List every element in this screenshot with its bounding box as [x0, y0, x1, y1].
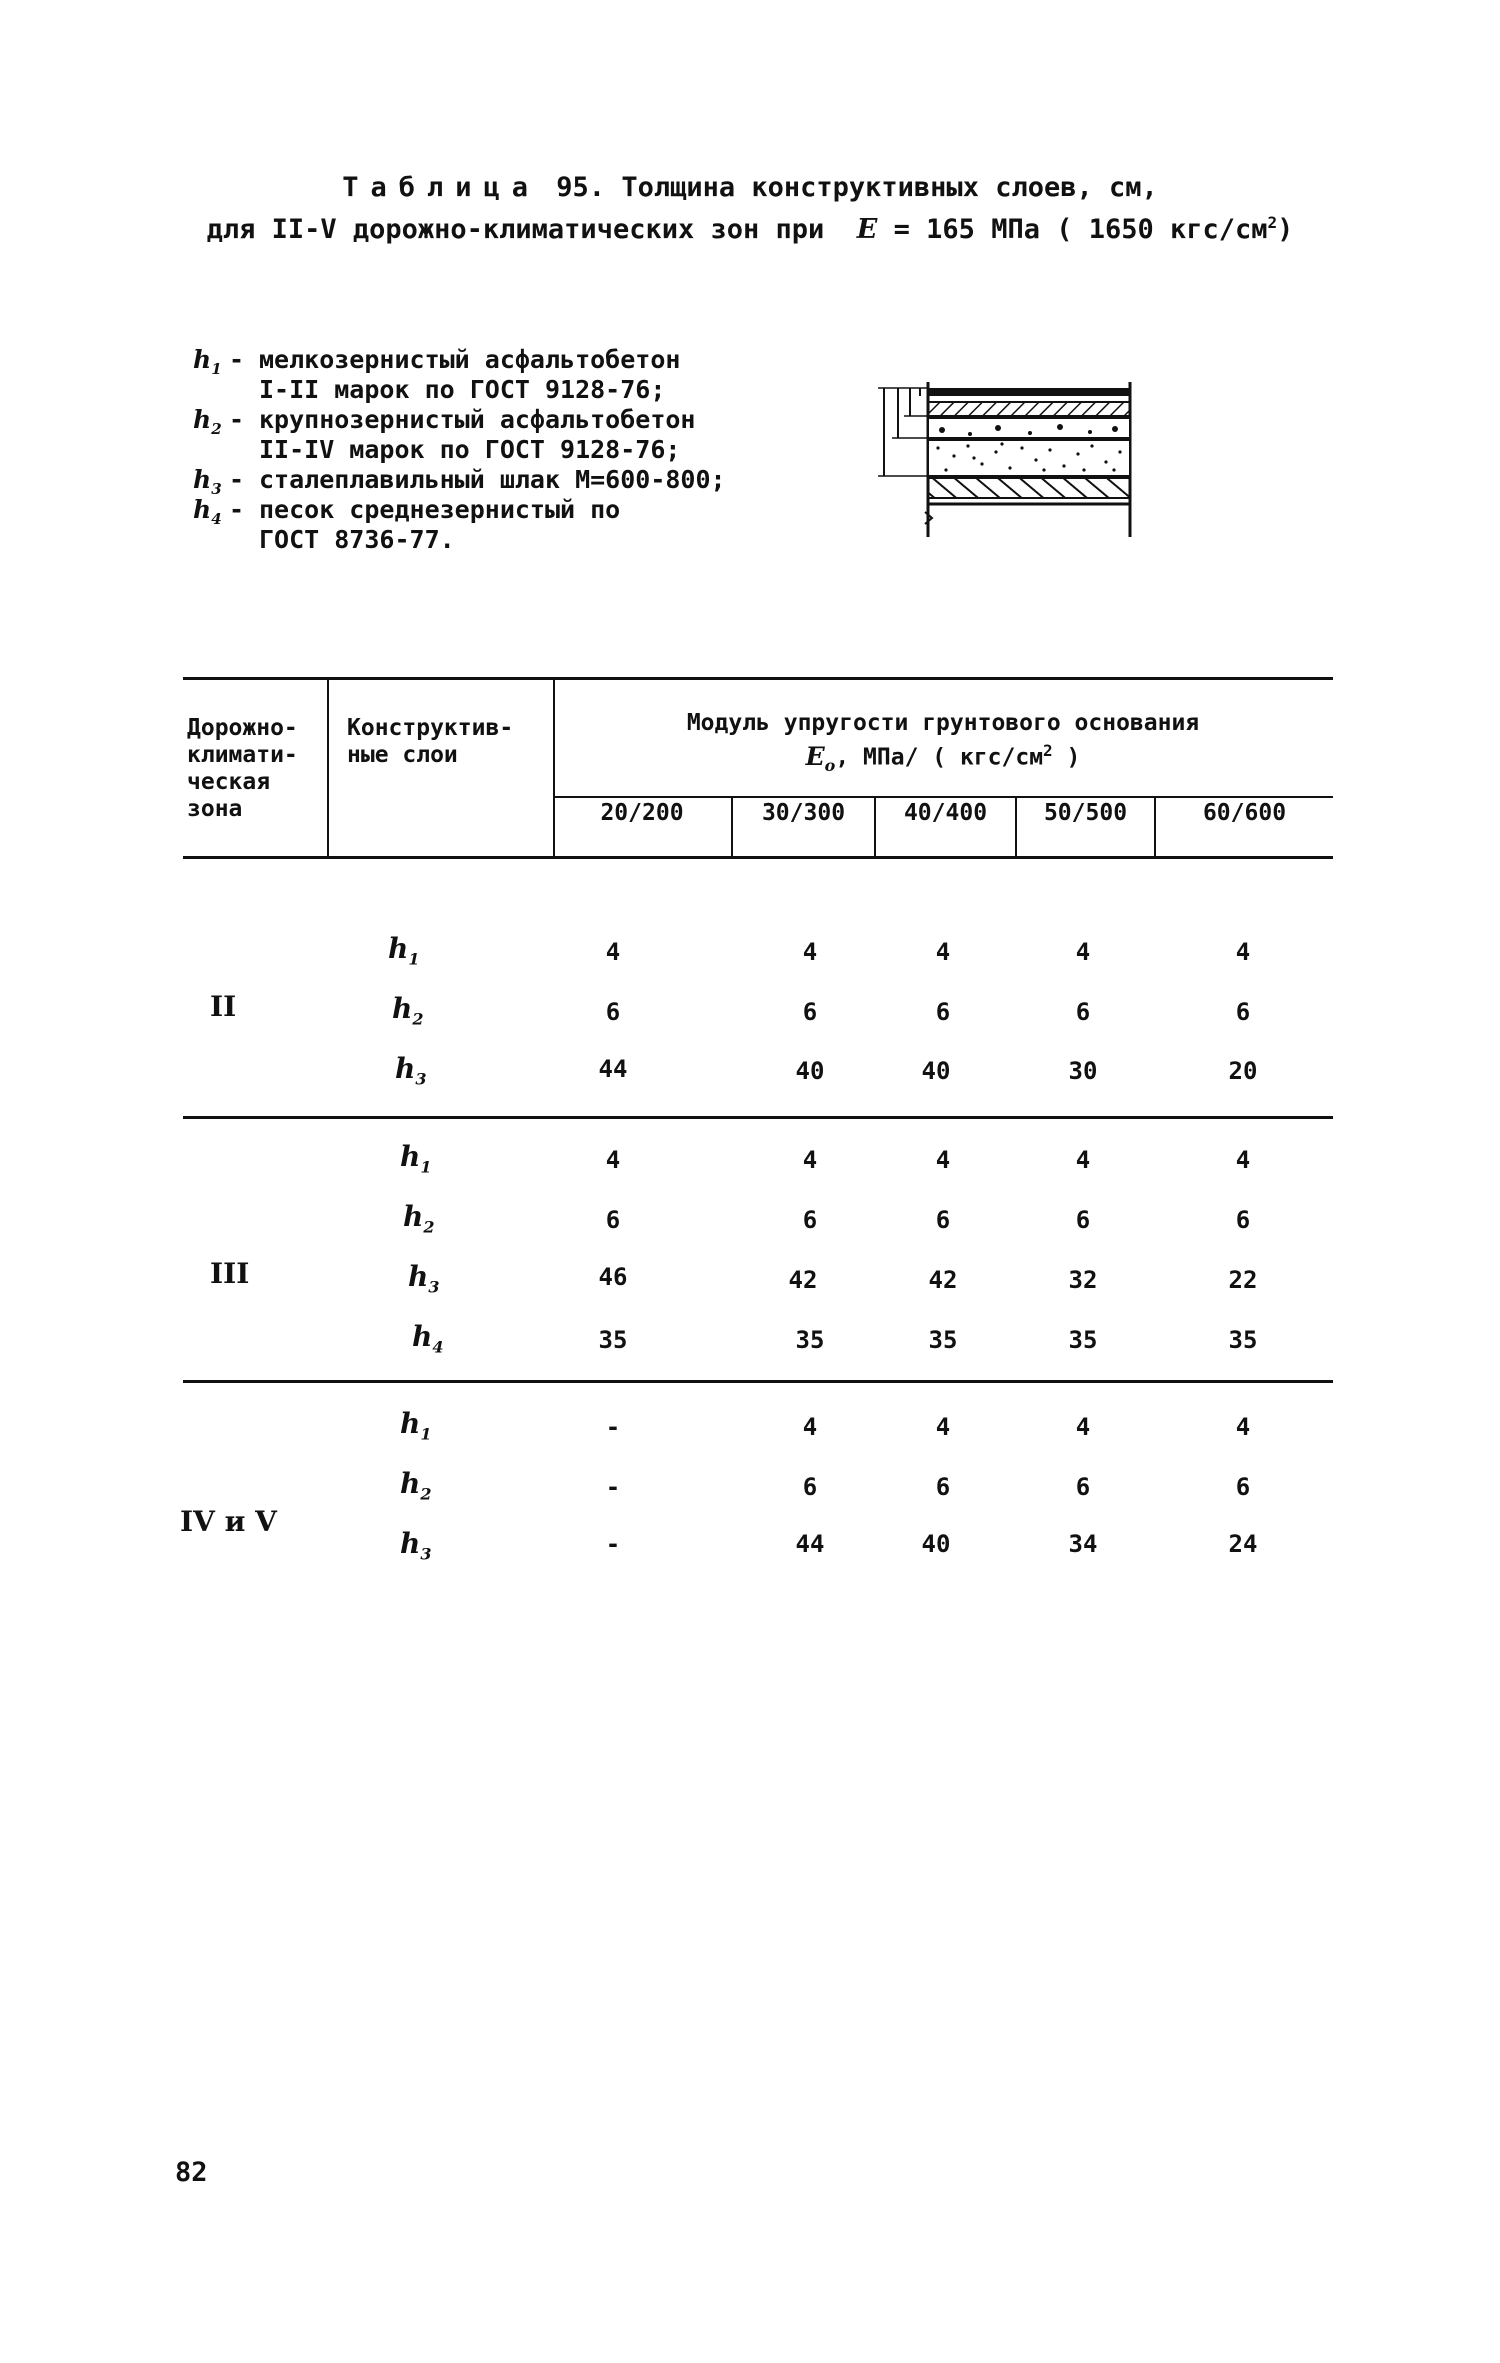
table-cell: 30 [1068, 1057, 1098, 1085]
table-cell: 42 [928, 1266, 958, 1294]
table-cell: 35 [928, 1326, 958, 1354]
title-superscript: 2 [1267, 213, 1278, 232]
table-cell: 6 [605, 998, 621, 1026]
table-cell: 35 [1068, 1326, 1098, 1354]
table-cell: 44 [598, 1055, 628, 1083]
layer-symbol: $h_2$ [403, 1200, 435, 1237]
table-cell: 35 [795, 1326, 825, 1354]
table-cell: 6 [802, 1473, 818, 1501]
table-cell: 6 [1075, 1473, 1091, 1501]
table-cell: 4 [1075, 1146, 1091, 1174]
zone-label: III [210, 1257, 250, 1290]
road-layers-diagram [870, 372, 1140, 547]
legend-text: мелкозернистый асфальтобетон [259, 345, 681, 374]
table-cell: - [605, 1473, 621, 1501]
table-cell: 6 [1235, 998, 1251, 1026]
table-top-rule [183, 677, 1333, 680]
layer-symbol: $h_3$ [408, 1260, 440, 1297]
column-divider [327, 679, 329, 858]
table-title-text: Толщина конструктивных слоев, см, [621, 172, 1158, 203]
table-cell: 6 [935, 1473, 951, 1501]
page-number: 82 [175, 2157, 208, 2188]
subheader-rule [553, 796, 1333, 798]
legend-item-h4: $h_4$ - песок среднезернистый по ГОСТ 8736-77. [193, 495, 753, 555]
header-bottom-rule [183, 856, 1333, 859]
table-cell: 20 [1228, 1057, 1258, 1085]
legend-text: сталеплавильный шлак М=600-800; [259, 465, 726, 494]
legend-text: песок среднезернистый по [259, 495, 621, 524]
table-number: 95. [556, 172, 606, 203]
table-cell: 6 [1235, 1473, 1251, 1501]
modulus-60-600: 60/600 [1202, 800, 1287, 826]
table-cell: 40 [795, 1057, 825, 1085]
layer-symbol: $h_1$ [388, 932, 420, 969]
table-cell: 6 [935, 998, 951, 1026]
table-cell: 35 [598, 1326, 628, 1354]
table-cell: 22 [1228, 1266, 1258, 1294]
table-title-line-1 [0, 170, 1500, 206]
legend-symbol: $h_2$ [193, 405, 222, 438]
legend-text: II-IV марок по ГОСТ 9128-76; [259, 435, 681, 464]
table-cell: 6 [802, 998, 818, 1026]
table-cell: 4 [1075, 1413, 1091, 1441]
table-cell: 32 [1068, 1266, 1098, 1294]
table-cell: 4 [1235, 1413, 1251, 1441]
table-cell: 6 [802, 1206, 818, 1234]
table-cell: 44 [795, 1530, 825, 1558]
table-cell: 4 [935, 1413, 951, 1441]
table-cell: 4 [802, 1146, 818, 1174]
table-title-line-2 [0, 205, 1500, 248]
table-cell: 4 [1235, 1146, 1251, 1174]
layer-symbol: $h_2$ [392, 992, 424, 1029]
title-zones-text: для II-V дорожно-климатических зон при [206, 214, 825, 245]
modulus-20-200: 20/200 [600, 800, 684, 826]
table-cell: 6 [935, 1206, 951, 1234]
title-value-text: = 165 МПа ( 1650 кгс/см [893, 214, 1268, 245]
table-cell: 40 [921, 1057, 951, 1085]
table-cell: 42 [788, 1266, 818, 1294]
table-cell: 4 [935, 1146, 951, 1174]
table-cell: 6 [1235, 1206, 1251, 1234]
table-cell: 46 [598, 1263, 628, 1291]
legend-item-h1: $h_1$ - мелкозернистый асфальтобетон I-II марок по ГОСТ 9128-76; [193, 345, 753, 405]
table-cell: - [605, 1530, 621, 1558]
group-separator-rule [183, 1380, 1333, 1383]
layer-symbol: $h_2$ [400, 1467, 432, 1504]
zone-label: IV и V [180, 1505, 277, 1538]
layer-legend [193, 345, 753, 555]
legend-text: I-II марок по ГОСТ 9128-76; [259, 375, 666, 404]
table-cell: - [605, 1413, 621, 1441]
header-layers: Конструктив- ные слои [347, 715, 514, 768]
table-word: Таблица [342, 172, 541, 203]
legend-symbol: $h_1$ [193, 345, 222, 378]
layer-symbol: $h_1$ [400, 1140, 432, 1177]
modulus-50-500: 50/500 [1043, 800, 1128, 826]
legend-text: ГОСТ 8736-77. [259, 525, 455, 554]
table-cell: 4 [802, 1413, 818, 1441]
table-cell: 35 [1228, 1326, 1258, 1354]
title-close-paren: ) [1277, 214, 1294, 245]
modulus-30-300: 30/300 [761, 800, 846, 826]
layer-symbol: $h_4$ [412, 1320, 444, 1357]
table-cell: 4 [605, 938, 621, 966]
table-cell: 34 [1068, 1530, 1098, 1558]
table-cell: 6 [1075, 1206, 1091, 1234]
title-e-symbol: E [856, 214, 878, 245]
layer-symbol: $h_3$ [395, 1052, 427, 1089]
zone-label: II [210, 990, 237, 1023]
legend-symbol: $h_4$ [193, 495, 222, 528]
table-cell: 6 [605, 1206, 621, 1234]
table-cell: 4 [1235, 938, 1251, 966]
group-separator-rule [183, 1116, 1333, 1119]
legend-symbol: $h_3$ [193, 465, 222, 498]
table-cell: 4 [802, 938, 818, 966]
table-cell: 40 [921, 1530, 951, 1558]
table-cell: 4 [935, 938, 951, 966]
layer-symbol: $h_1$ [400, 1407, 432, 1444]
layer-symbol: $h_3$ [400, 1527, 432, 1564]
table-cell: 4 [1075, 938, 1091, 966]
table-cell: 4 [605, 1146, 621, 1174]
header-modulus: Модуль упругости грунтового основания $E_o$, МПа/ ( кгс/$см^2$ ) [686, 710, 1200, 775]
legend-text: крупнозернистый асфальтобетон [259, 405, 696, 434]
legend-item-h2: $h_2$ - крупнозернистый асфальтобетон II-IV марок по ГОСТ 9128-76; [193, 405, 753, 465]
table-cell: 24 [1228, 1530, 1258, 1558]
modulus-40-400: 40/400 [903, 800, 988, 826]
header-zone: Дорожно- климати- ческая зона [187, 715, 298, 822]
table-cell: 6 [1075, 998, 1091, 1026]
legend-item-h3: $h_3$ - сталеплавильный шлак М=600-800; [193, 465, 753, 495]
